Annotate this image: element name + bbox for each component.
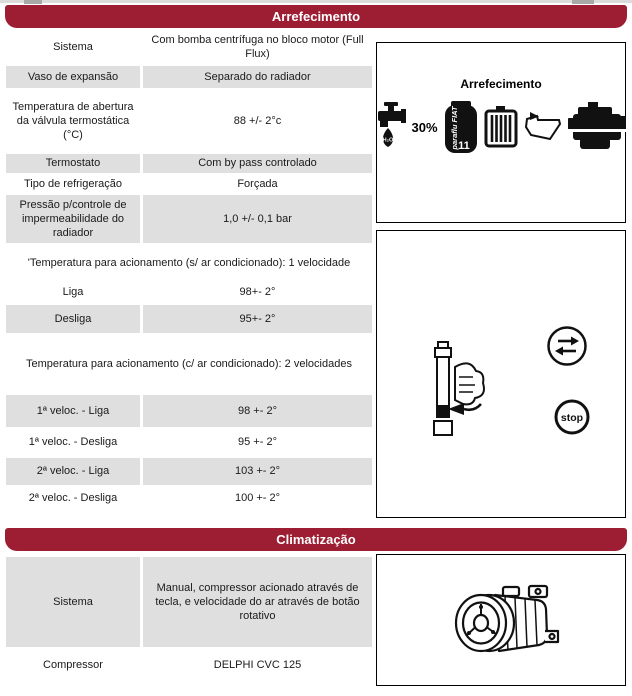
row-label: 1ª veloc. - Desliga xyxy=(28,436,118,449)
stop-label: stop xyxy=(560,412,584,424)
coolant-can-icon xyxy=(443,101,479,153)
row-label: Tipo de refrigeração xyxy=(23,177,123,190)
row-value: Manual, compressor acionado através de tecla, e velocidade do ar através de botão rotativo xyxy=(143,557,372,647)
top-strip-fragment xyxy=(24,0,42,4)
row-value: Forçada xyxy=(237,177,278,190)
table-row xyxy=(6,557,372,647)
table-row xyxy=(6,66,372,88)
row-label: Pressão p/controle de impermeabilidade do radiador xyxy=(6,195,140,243)
row-label: Compressor xyxy=(43,658,103,671)
table-row xyxy=(6,649,372,681)
row-label: 2ª veloc. - Desliga xyxy=(28,492,118,505)
row-value: 103 +- 2° xyxy=(143,458,372,485)
row-value: 1,0 +/- 0,1 bar xyxy=(143,195,372,243)
top-strip-fragment xyxy=(572,0,594,4)
expansion-tank-icon xyxy=(523,110,563,144)
row-label: Sistema xyxy=(53,40,93,53)
table-row xyxy=(6,487,372,510)
section-header-climatizacao xyxy=(5,528,627,551)
radiator-icon xyxy=(484,106,518,148)
row-label: Vaso de expansão xyxy=(6,66,140,88)
section-title: Arrefecimento xyxy=(271,9,361,24)
table-row xyxy=(6,281,372,303)
row-label: Sistema xyxy=(6,557,140,647)
table-row xyxy=(6,90,372,152)
row-label: Temperatura de abertura da válvula termostática (°C) xyxy=(12,100,134,142)
coolant-can-label: paraflu FIAT xyxy=(449,106,459,150)
row-value: 98+- 2° xyxy=(239,285,276,298)
fan-diagram-panel xyxy=(376,230,626,518)
ac-compressor-icon xyxy=(445,575,565,670)
row-spacer xyxy=(6,335,372,345)
diagram-title: Arrefecimento xyxy=(460,77,542,91)
table-row xyxy=(6,154,372,173)
fan-speed-cycle-icon xyxy=(546,325,588,367)
mixture-percent-label: 30% xyxy=(411,119,438,135)
row-value: Separado do radiador xyxy=(143,66,372,88)
engine-icon xyxy=(568,102,626,152)
table-row xyxy=(6,429,372,456)
table-row xyxy=(6,395,372,427)
row-value: DELPHI CVC 125 xyxy=(213,658,302,671)
table-row xyxy=(6,195,372,243)
row-label: 2ª veloc. - Liga xyxy=(6,458,140,485)
row-label: Desliga xyxy=(6,305,140,333)
table-row xyxy=(6,175,372,193)
compressor-image-panel xyxy=(376,554,626,686)
row-value: 98 +- 2° xyxy=(143,395,372,427)
subsection-title-with-ac: Temperatura para acionamento (c/ ar condicionado): 2 velocidades xyxy=(26,357,352,370)
row-value: 100 +- 2° xyxy=(234,492,281,505)
climate-spec-table xyxy=(6,557,372,683)
section-title: Climatização xyxy=(276,532,356,547)
row-value: 95 +- 2° xyxy=(238,436,277,449)
page-top-strip xyxy=(0,0,632,3)
row-label: 1ª veloc. - Liga xyxy=(6,395,140,427)
row-value: 95+- 2° xyxy=(143,305,372,333)
stop-icon xyxy=(553,398,591,436)
table-row xyxy=(6,458,372,485)
row-spacer xyxy=(6,383,372,395)
coolant-can-number: 11 xyxy=(457,140,470,152)
row-value: 88 +/- 2°c xyxy=(233,114,282,127)
row-label: Termostato xyxy=(6,154,140,173)
table-row xyxy=(6,305,372,333)
cooling-diagram-panel xyxy=(376,42,626,223)
cooling-spec-table xyxy=(6,30,372,512)
section-header-arrefecimento xyxy=(5,5,627,28)
row-label: Liga xyxy=(62,285,84,298)
water-tap-icon xyxy=(376,102,406,152)
row-value: Com bomba centrífuga no bloco motor (Full Flux) xyxy=(151,33,364,60)
table-row xyxy=(6,30,372,64)
row-value: Com by pass controlado xyxy=(143,154,372,173)
fan-thermoswitch-icon xyxy=(421,341,487,441)
cooling-icons-row xyxy=(377,101,625,153)
water-drop-label: H₂O xyxy=(383,137,394,144)
subsection-title-no-ac: 'Temperatura para acionamento (s/ ar condicionado): 1 velocidade xyxy=(27,256,351,269)
